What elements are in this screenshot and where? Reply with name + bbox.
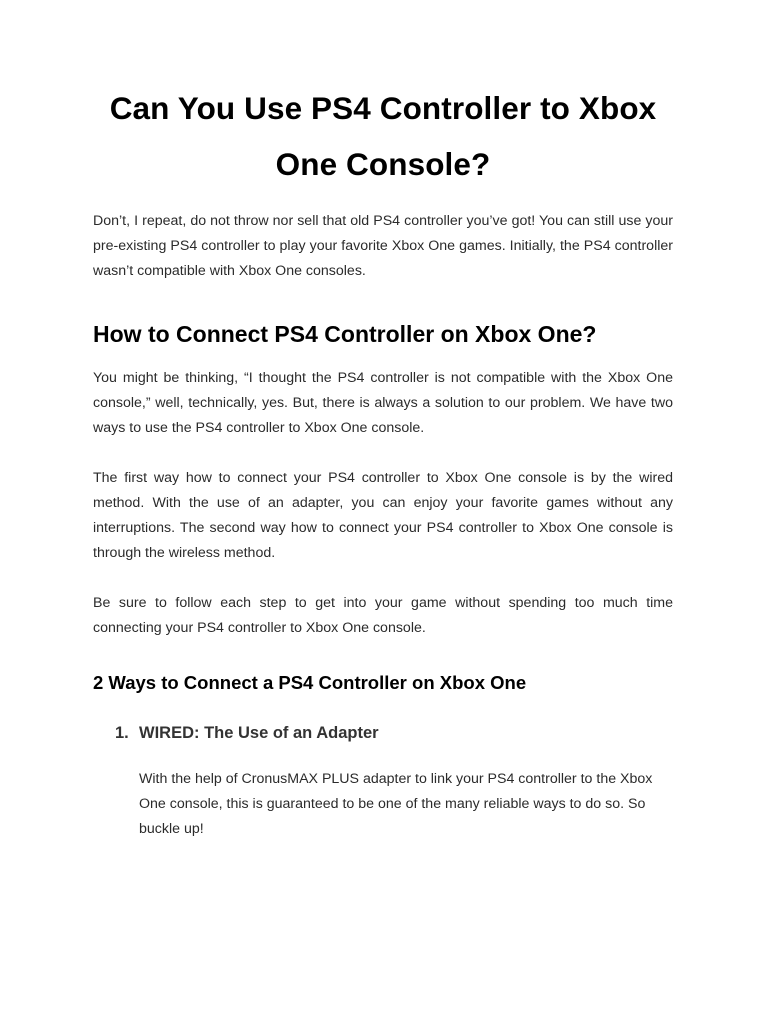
list-item-heading: WIRED: The Use of an Adapter (139, 724, 379, 742)
list-item (93, 720, 673, 842)
section-paragraph-1: You might be thinking, “I thought the PS4 controller is not compatible with the Xbox One console,” well, technically, yes. But, there is always a solution to our problem. We have two ways to use the PS4 controller to Xbox One console. (93, 370, 673, 436)
numbered-list (93, 720, 673, 842)
subsection-heading: 2 Ways to Connect a PS4 Controller on Xbox One (93, 672, 527, 693)
section-paragraph-2: The first way how to connect your PS4 controller to Xbox One console is by the wired method. With the use of an adapter, you can enjoy your favorite games without any interruptions. The second way how to connect your PS4 controller to Xbox One console is through the wireless method. (93, 470, 673, 561)
document-title: Can You Use PS4 Controller to Xbox One Console? (109, 90, 657, 182)
list-item-number: 1. (115, 724, 129, 742)
section-heading: How to Connect PS4 Controller on Xbox One? (93, 321, 597, 347)
list-item-body: With the help of CronusMAX PLUS adapter to link your PS4 controller to the Xbox One console, this is guaranteed to be one of the many reliable ways to do so. So buckle up! (139, 771, 653, 837)
intro-paragraph: Don’t, I repeat, do not throw nor sell that old PS4 controller you’ve got! You can still use your pre-existing PS4 controller to play your favorite Xbox One games. Initially, the PS4 controller wasn’t compatible with Xbox One consoles. (93, 213, 673, 279)
section-paragraph-3: Be sure to follow each step to get into your game without spending too much time connecting your PS4 controller to Xbox One console. (93, 595, 673, 636)
